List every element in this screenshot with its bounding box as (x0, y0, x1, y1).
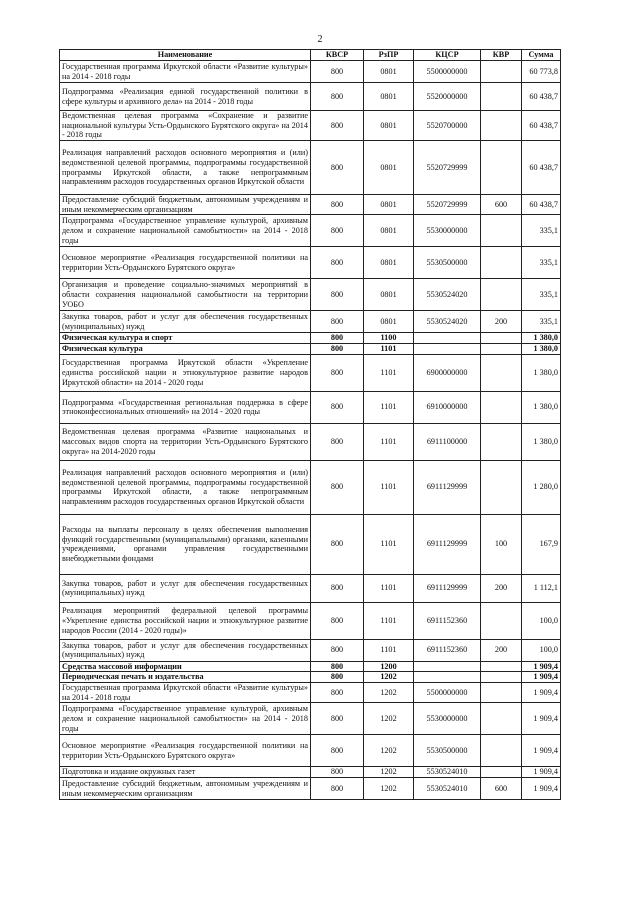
table-row (60, 311, 561, 333)
cell-kvsr: 800 (311, 661, 364, 672)
cell-kcsr: 5500000000 (414, 683, 481, 703)
cell-rzpr: 0801 (364, 83, 414, 111)
cell-rzpr: 1101 (364, 423, 414, 460)
cell-kvr (481, 460, 522, 514)
cell-name: Государственная программа Иркутской области «Укрепление единства российской нации и этнокультурное развитие народов Иркутской области» на 2014 - 2020 годы (60, 354, 311, 391)
cell-rzpr: 0801 (364, 111, 414, 141)
cell-sum: 1 909,4 (522, 767, 561, 778)
cell-name: Средства массовой информации (60, 661, 311, 672)
cell-kcsr: 5530000000 (414, 703, 481, 735)
table-row (60, 514, 561, 574)
page-number: 2 (317, 34, 323, 45)
cell-sum: 1 380,0 (522, 391, 561, 423)
cell-rzpr: 0801 (364, 279, 414, 311)
cell-sum: 335,1 (522, 279, 561, 311)
cell-kcsr: 6911152360 (414, 639, 481, 661)
cell-kcsr: 6900000000 (414, 354, 481, 391)
cell-kcsr: 6911129999 (414, 574, 481, 602)
cell-kvr: 200 (481, 311, 522, 333)
table-header-row (60, 50, 561, 61)
cell-rzpr: 1202 (364, 672, 414, 683)
cell-kvsr: 800 (311, 354, 364, 391)
cell-name: Подготовка и издание окружных газет (60, 767, 311, 778)
cell-kvr (481, 215, 522, 247)
cell-rzpr: 1202 (364, 767, 414, 778)
cell-kvsr: 800 (311, 333, 364, 344)
cell-kvr (481, 767, 522, 778)
cell-kvr: 600 (481, 195, 522, 215)
cell-name: Государственная программа Иркутской области «Развитие культуры» на 2014 - 2018 годы (60, 61, 311, 83)
table-row (60, 141, 561, 195)
cell-rzpr: 0801 (364, 247, 414, 279)
cell-kvr: 600 (481, 778, 522, 800)
cell-name: Закупка товаров, работ и услуг для обеспечения государственных (муниципальных) нужд (60, 311, 311, 333)
cell-kvr (481, 683, 522, 703)
cell-rzpr: 1101 (364, 354, 414, 391)
cell-rzpr: 1202 (364, 778, 414, 800)
cell-kcsr: 6911152360 (414, 602, 481, 639)
cell-kvsr: 800 (311, 279, 364, 311)
table-row (60, 111, 561, 141)
cell-kvsr: 800 (311, 767, 364, 778)
cell-kcsr: 5520700000 (414, 111, 481, 141)
header-name: Наименование (60, 50, 311, 61)
cell-name: Закупка товаров, работ и услуг для обеспечения государственных (муниципальных) нужд (60, 574, 311, 602)
cell-rzpr: 1101 (364, 514, 414, 574)
cell-name: Реализация мероприятий федеральной целевой программы «Укрепление единства российской нации и этнокультурное развитие народов России (2014 - 2020 годы)» (60, 602, 311, 639)
cell-rzpr: 0801 (364, 141, 414, 195)
cell-kcsr: 5500000000 (414, 61, 481, 83)
cell-kcsr: 5530000000 (414, 215, 481, 247)
table-row (60, 344, 561, 355)
table-row (60, 247, 561, 279)
cell-name: Закупка товаров, работ и услуг для обеспечения государственных (муниципальных) нужд (60, 639, 311, 661)
cell-kcsr (414, 344, 481, 355)
cell-kcsr: 6911100000 (414, 423, 481, 460)
cell-kvr (481, 111, 522, 141)
table-row (60, 460, 561, 514)
cell-name: Реализация направлений расходов основного мероприятия и (или) ведомственной целевой программы, подпрограммы государственной программы Иркутской области, а также непрограммным направлениям расходов государственных органов Иркутской области (60, 141, 311, 195)
cell-kvr (481, 333, 522, 344)
header-sum: Сумма (522, 50, 561, 61)
cell-name: Предоставление субсидий бюджетным, автономным учреждениям и иным некоммерческим организациям (60, 778, 311, 800)
cell-kvr: 100 (481, 514, 522, 574)
table-row (60, 639, 561, 661)
cell-kvr (481, 672, 522, 683)
table-row (60, 683, 561, 703)
cell-kvr (481, 247, 522, 279)
cell-rzpr: 0801 (364, 195, 414, 215)
cell-name: Физическая культура и спорт (60, 333, 311, 344)
cell-kcsr: 5520000000 (414, 83, 481, 111)
cell-rzpr: 1101 (364, 344, 414, 355)
cell-kcsr: 6910000000 (414, 391, 481, 423)
cell-name: Ведомственная целевая программа «Развитие национальных и массовых видов спорта на территории Усть-Ордынского Бурятского округа» на 2014-2020 годы (60, 423, 311, 460)
cell-sum: 60 438,7 (522, 111, 561, 141)
cell-sum: 60 438,7 (522, 195, 561, 215)
table-row (60, 423, 561, 460)
cell-rzpr: 0801 (364, 215, 414, 247)
cell-name: Расходы на выплаты персоналу в целях обеспечения выполнения функций государственными (муниципальными) органами, казенными учреждениями, органами управления государственными внебюджетными фондами (60, 514, 311, 574)
cell-kvsr: 800 (311, 735, 364, 767)
cell-sum: 1 112,1 (522, 574, 561, 602)
table-row (60, 279, 561, 311)
cell-kvsr: 800 (311, 247, 364, 279)
cell-sum: 1 909,4 (522, 778, 561, 800)
cell-kcsr (414, 661, 481, 672)
cell-sum: 100,0 (522, 639, 561, 661)
cell-rzpr: 1101 (364, 602, 414, 639)
table-row (60, 672, 561, 683)
cell-kvsr: 800 (311, 195, 364, 215)
cell-kvsr: 800 (311, 672, 364, 683)
cell-rzpr: 1101 (364, 574, 414, 602)
cell-sum: 60 438,7 (522, 83, 561, 111)
table-row (60, 391, 561, 423)
cell-kvsr: 800 (311, 61, 364, 83)
cell-name: Подпрограмма «Государственное управление культурой, архивным делом и сохранение национальной самобытности» на 2014 - 2018 годы (60, 703, 311, 735)
cell-sum: 335,1 (522, 311, 561, 333)
cell-kvr (481, 703, 522, 735)
cell-kvr (481, 61, 522, 83)
cell-name: Периодическая печать и издательства (60, 672, 311, 683)
table-row (60, 195, 561, 215)
cell-sum: 335,1 (522, 247, 561, 279)
cell-sum: 1 909,4 (522, 735, 561, 767)
cell-name: Физическая культура (60, 344, 311, 355)
cell-kcsr: 5530524020 (414, 279, 481, 311)
table-row (60, 61, 561, 83)
cell-kvsr: 800 (311, 344, 364, 355)
cell-name: Предоставление субсидий бюджетным, автономным учреждениям и иным некоммерческим организациям (60, 195, 311, 215)
cell-sum: 60 438,7 (522, 141, 561, 195)
cell-sum: 1 909,4 (522, 661, 561, 672)
cell-name: Подпрограмма «Государственная региональная поддержка в сфере этноконфессиональных отношений» на 2014 - 2020 годы (60, 391, 311, 423)
cell-kvr (481, 83, 522, 111)
cell-kcsr: 5530500000 (414, 735, 481, 767)
cell-kvsr: 800 (311, 703, 364, 735)
cell-kcsr: 6911129999 (414, 514, 481, 574)
cell-sum: 335,1 (522, 215, 561, 247)
cell-kvsr: 800 (311, 83, 364, 111)
cell-rzpr: 1101 (364, 639, 414, 661)
cell-sum: 1 909,4 (522, 672, 561, 683)
cell-kvr (481, 354, 522, 391)
cell-kvr (481, 141, 522, 195)
cell-rzpr: 1100 (364, 333, 414, 344)
cell-kvsr: 800 (311, 311, 364, 333)
cell-sum: 1 380,0 (522, 354, 561, 391)
cell-sum: 1 380,0 (522, 344, 561, 355)
cell-kcsr: 6911129999 (414, 460, 481, 514)
cell-kvsr: 800 (311, 514, 364, 574)
cell-kvsr: 800 (311, 639, 364, 661)
cell-kvsr: 800 (311, 778, 364, 800)
cell-kvr (481, 423, 522, 460)
cell-sum: 60 773,8 (522, 61, 561, 83)
table-row (60, 661, 561, 672)
table-row (60, 778, 561, 800)
cell-rzpr: 1101 (364, 391, 414, 423)
table-row (60, 767, 561, 778)
cell-kvr (481, 344, 522, 355)
header-kvsr: КВСР (311, 50, 364, 61)
cell-sum: 1 380,0 (522, 333, 561, 344)
cell-rzpr: 0801 (364, 311, 414, 333)
header-rzpr: РзПР (364, 50, 414, 61)
budget-table (59, 49, 561, 800)
cell-kvr (481, 391, 522, 423)
cell-name: Организация и проведение социально-значимых мероприятий в области сохранения национальной самобытности на территории УОБО (60, 279, 311, 311)
cell-kvr: 200 (481, 639, 522, 661)
cell-sum: 1 909,4 (522, 683, 561, 703)
cell-kcsr: 5530524010 (414, 767, 481, 778)
cell-sum: 1 909,4 (522, 703, 561, 735)
cell-rzpr: 1200 (364, 661, 414, 672)
cell-kvr: 200 (481, 574, 522, 602)
table-row (60, 735, 561, 767)
cell-rzpr: 1101 (364, 460, 414, 514)
cell-kvsr: 800 (311, 574, 364, 602)
cell-kcsr: 5520729999 (414, 195, 481, 215)
cell-kvr (481, 279, 522, 311)
cell-name: Государственная программа Иркутской области «Развитие культуры» на 2014 - 2018 годы (60, 683, 311, 703)
cell-kvr (481, 602, 522, 639)
cell-kcsr: 5530524020 (414, 311, 481, 333)
cell-rzpr: 1202 (364, 683, 414, 703)
cell-kcsr (414, 333, 481, 344)
cell-kcsr: 5530500000 (414, 247, 481, 279)
cell-sum: 1 280,0 (522, 460, 561, 514)
cell-kcsr: 5530524010 (414, 778, 481, 800)
cell-rzpr: 1202 (364, 703, 414, 735)
cell-kvr (481, 735, 522, 767)
cell-name: Основное мероприятие «Реализация государственной политики на территории Усть-Ордынского Бурятского округа» (60, 735, 311, 767)
cell-name: Подпрограмма «Государственное управление культурой, архивным делом и сохранение национальной самобытности» на 2014 - 2018 годы (60, 215, 311, 247)
cell-kvsr: 800 (311, 111, 364, 141)
cell-kcsr (414, 672, 481, 683)
cell-kvsr: 800 (311, 141, 364, 195)
table-row (60, 215, 561, 247)
cell-rzpr: 0801 (364, 61, 414, 83)
cell-kcsr: 5520729999 (414, 141, 481, 195)
cell-name: Ведомственная целевая программа «Сохранение и развитие национальной культуры Усть-Ордынского Бурятского округа» на 2014 - 2018 годы (60, 111, 311, 141)
cell-kvsr: 800 (311, 683, 364, 703)
table-row (60, 703, 561, 735)
header-kcsr: КЦСР (414, 50, 481, 61)
cell-kvsr: 800 (311, 423, 364, 460)
cell-kvr (481, 661, 522, 672)
cell-name: Основное мероприятие «Реализация государственной политики на территории Усть-Ордынского Бурятского округа» (60, 247, 311, 279)
cell-sum: 167,9 (522, 514, 561, 574)
table-row (60, 602, 561, 639)
cell-sum: 1 380,0 (522, 423, 561, 460)
cell-sum: 100,0 (522, 602, 561, 639)
table-row (60, 354, 561, 391)
cell-kvsr: 800 (311, 602, 364, 639)
cell-kvsr: 800 (311, 215, 364, 247)
cell-kvsr: 800 (311, 391, 364, 423)
header-kvr: КВР (481, 50, 522, 61)
cell-kvsr: 800 (311, 460, 364, 514)
table-row (60, 333, 561, 344)
cell-name: Подпрограмма «Реализация единой государственной политики в сфере культуры и архивного дела» на 2014 - 2018 годы (60, 83, 311, 111)
table-row (60, 83, 561, 111)
cell-rzpr: 1202 (364, 735, 414, 767)
cell-name: Реализация направлений расходов основного мероприятия и (или) ведомственной целевой программы, подпрограммы государственной программы Иркутской области, а также непрограммным направлениям расходов государственных органов Иркутской области (60, 460, 311, 514)
table-row (60, 574, 561, 602)
